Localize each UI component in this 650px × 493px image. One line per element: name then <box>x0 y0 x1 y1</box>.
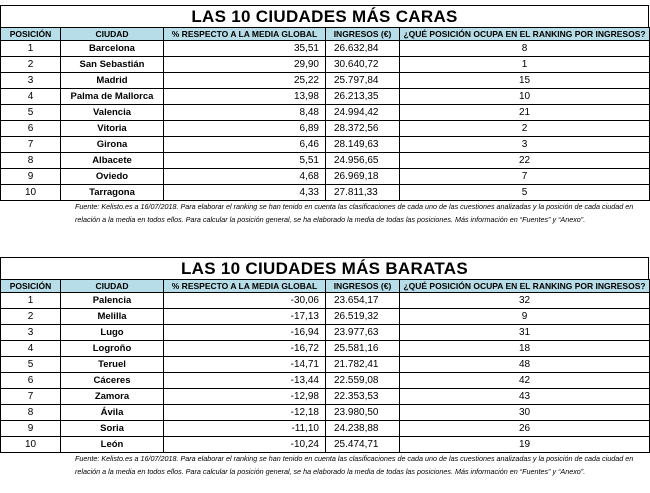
percent-cell: 5,51 <box>164 153 326 169</box>
city-cell: Palma de Mallorca <box>61 89 164 105</box>
percent-cell: -30,06 <box>164 293 326 309</box>
income-cell: 22.559,08 <box>326 373 400 389</box>
city-cell: Ávila <box>61 405 164 421</box>
income-rank-cell: 7 <box>400 169 650 185</box>
position-cell: 4 <box>1 341 61 357</box>
percent-cell: -16,94 <box>164 325 326 341</box>
income-rank-cell: 8 <box>400 41 650 57</box>
income-cell: 30.640,72 <box>326 57 400 73</box>
income-cell: 23.980,50 <box>326 405 400 421</box>
income-cell: 26.213,35 <box>326 89 400 105</box>
income-cell: 24.994,42 <box>326 105 400 121</box>
position-cell: 5 <box>1 357 61 373</box>
position-cell: 7 <box>1 389 61 405</box>
table-row <box>1 325 650 341</box>
position-cell: 3 <box>1 325 61 341</box>
table-row <box>1 121 650 137</box>
percent-cell: 4,68 <box>164 169 326 185</box>
city-cell: Girona <box>61 137 164 153</box>
column-header: % RESPECTO A LA MEDIA GLOBAL <box>164 28 326 41</box>
city-cell: San Sebastián <box>61 57 164 73</box>
city-cell: Oviedo <box>61 169 164 185</box>
expensive-cities-table <box>0 27 650 201</box>
income-cell: 24.238,88 <box>326 421 400 437</box>
city-cell: Barcelona <box>61 41 164 57</box>
table-row <box>1 293 650 309</box>
income-rank-cell: 26 <box>400 421 650 437</box>
percent-cell: 6,46 <box>164 137 326 153</box>
table-row <box>1 185 650 201</box>
table-row <box>1 341 650 357</box>
percent-cell: -12,18 <box>164 405 326 421</box>
income-cell: 26.519,32 <box>326 309 400 325</box>
table-row <box>1 153 650 169</box>
table-row <box>1 309 650 325</box>
income-rank-cell: 48 <box>400 357 650 373</box>
table-header-row <box>1 280 650 293</box>
income-cell: 25.797,84 <box>326 73 400 89</box>
position-cell: 9 <box>1 169 61 185</box>
income-cell: 25.581,16 <box>326 341 400 357</box>
income-rank-cell: 15 <box>400 73 650 89</box>
percent-cell: 6,89 <box>164 121 326 137</box>
income-cell: 22.353,53 <box>326 389 400 405</box>
table-row <box>1 405 650 421</box>
income-cell: 24.956,65 <box>326 153 400 169</box>
column-header: POSICIÓN <box>1 280 61 293</box>
table-row <box>1 89 650 105</box>
city-cell: Valencia <box>61 105 164 121</box>
table-row <box>1 421 650 437</box>
income-rank-cell: 43 <box>400 389 650 405</box>
table-header-row <box>1 28 650 41</box>
income-rank-cell: 2 <box>400 121 650 137</box>
city-cell: Lugo <box>61 325 164 341</box>
position-cell: 3 <box>1 73 61 89</box>
column-header: CIUDAD <box>61 28 164 41</box>
cheap-cities-title: LAS 10 CIUDADES MÁS BARATAS <box>0 257 649 279</box>
column-header: CIUDAD <box>61 280 164 293</box>
city-cell: Logroño <box>61 341 164 357</box>
income-rank-cell: 21 <box>400 105 650 121</box>
position-cell: 5 <box>1 105 61 121</box>
income-cell: 25.474,71 <box>326 437 400 453</box>
cheap-cities-source-note: Fuente: Kelisto.es a 16/07/2018. Para elaborar el ranking se han tenido en cuenta las clasificaciones de cada uno de las cuestiones analizadas y la posición de cada ciudad en relación a la media en todos ellos. Para calcular la posición general, se ha elaborado la media de todas las posiciones. Más información en “Fuentes” y “Anexo”. <box>75 454 634 476</box>
city-cell: Madrid <box>61 73 164 89</box>
position-cell: 1 <box>1 41 61 57</box>
city-cell: Teruel <box>61 357 164 373</box>
income-cell: 28.149,63 <box>326 137 400 153</box>
city-cell: Tarragona <box>61 185 164 201</box>
table-row <box>1 57 650 73</box>
table-row <box>1 105 650 121</box>
percent-cell: -14,71 <box>164 357 326 373</box>
income-rank-cell: 10 <box>400 89 650 105</box>
percent-cell: -17,13 <box>164 309 326 325</box>
city-cell: Vitoria <box>61 121 164 137</box>
position-cell: 4 <box>1 89 61 105</box>
table-row <box>1 41 650 57</box>
income-rank-cell: 19 <box>400 437 650 453</box>
column-header: POSICIÓN <box>1 28 61 41</box>
percent-cell: -11,10 <box>164 421 326 437</box>
table-row <box>1 169 650 185</box>
percent-cell: 8,48 <box>164 105 326 121</box>
column-header: ¿QUÉ POSICIÓN OCUPA EN EL RANKING POR INGRESOS? <box>400 28 650 41</box>
position-cell: 7 <box>1 137 61 153</box>
expensive-cities-section <box>0 5 650 226</box>
table-row <box>1 137 650 153</box>
city-cell: Zamora <box>61 389 164 405</box>
percent-cell: -10,24 <box>164 437 326 453</box>
table-row <box>1 389 650 405</box>
cheap-cities-table <box>0 279 650 453</box>
percent-cell: -16,72 <box>164 341 326 357</box>
table-row <box>1 437 650 453</box>
city-cell: Palencia <box>61 293 164 309</box>
income-rank-cell: 1 <box>400 57 650 73</box>
column-header: ¿QUÉ POSICIÓN OCUPA EN EL RANKING POR INGRESOS? <box>400 280 650 293</box>
percent-cell: 35,51 <box>164 41 326 57</box>
income-rank-cell: 31 <box>400 325 650 341</box>
position-cell: 6 <box>1 121 61 137</box>
column-header: INGRESOS (€) <box>326 280 400 293</box>
table-row <box>1 357 650 373</box>
income-rank-cell: 32 <box>400 293 650 309</box>
city-cell: Soria <box>61 421 164 437</box>
percent-cell: -13,44 <box>164 373 326 389</box>
position-cell: 9 <box>1 421 61 437</box>
position-cell: 10 <box>1 437 61 453</box>
income-rank-cell: 22 <box>400 153 650 169</box>
position-cell: 6 <box>1 373 61 389</box>
percent-cell: -12,98 <box>164 389 326 405</box>
income-rank-cell: 30 <box>400 405 650 421</box>
income-cell: 23.977,63 <box>326 325 400 341</box>
table-row <box>1 73 650 89</box>
percent-cell: 29,90 <box>164 57 326 73</box>
income-rank-cell: 5 <box>400 185 650 201</box>
column-header: % RESPECTO A LA MEDIA GLOBAL <box>164 280 326 293</box>
percent-cell: 4,33 <box>164 185 326 201</box>
percent-cell: 25,22 <box>164 73 326 89</box>
column-header: INGRESOS (€) <box>326 28 400 41</box>
percent-cell: 13,98 <box>164 89 326 105</box>
position-cell: 2 <box>1 57 61 73</box>
income-cell: 28.372,56 <box>326 121 400 137</box>
income-cell: 26.632,84 <box>326 41 400 57</box>
position-cell: 8 <box>1 405 61 421</box>
income-cell: 27.811,33 <box>326 185 400 201</box>
cheap-cities-section <box>0 257 650 478</box>
income-cell: 26.969,18 <box>326 169 400 185</box>
city-cell: Albacete <box>61 153 164 169</box>
position-cell: 1 <box>1 293 61 309</box>
position-cell: 8 <box>1 153 61 169</box>
income-cell: 21.782,41 <box>326 357 400 373</box>
income-cell: 23.654,17 <box>326 293 400 309</box>
expensive-cities-title: LAS 10 CIUDADES MÁS CARAS <box>0 5 649 27</box>
city-cell: Cáceres <box>61 373 164 389</box>
city-cell: Melilla <box>61 309 164 325</box>
income-rank-cell: 3 <box>400 137 650 153</box>
income-rank-cell: 18 <box>400 341 650 357</box>
position-cell: 2 <box>1 309 61 325</box>
income-rank-cell: 42 <box>400 373 650 389</box>
expensive-cities-source-note: Fuente: Kelisto.es a 16/07/2018. Para elaborar el ranking se han tenido en cuenta las clasificaciones de cada uno de las cuestiones analizadas y la posición de cada ciudad en relación a la media en todos ellos. Para calcular la posición general, se ha elaborado la media de todas las posiciones. Más información en “Fuentes” y “Anexo”. <box>75 202 634 224</box>
position-cell: 10 <box>1 185 61 201</box>
income-rank-cell: 9 <box>400 309 650 325</box>
city-cell: León <box>61 437 164 453</box>
table-row <box>1 373 650 389</box>
